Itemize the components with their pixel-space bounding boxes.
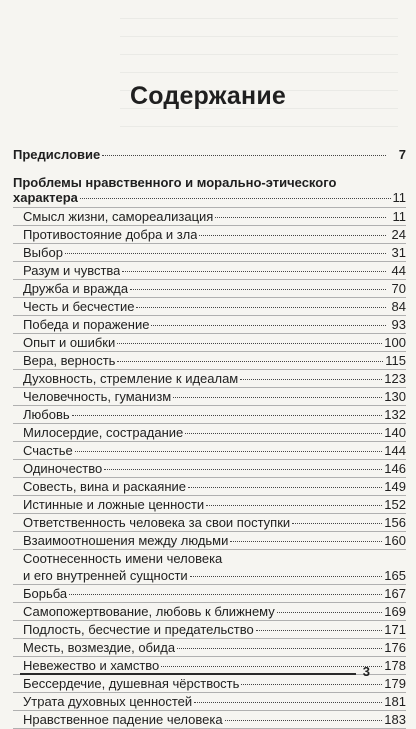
toc-leader-dots	[215, 216, 386, 218]
toc-entry-page: 156	[384, 515, 406, 530]
list-item	[13, 226, 406, 244]
toc-leader-dots	[122, 270, 386, 272]
section-title-line1: Проблемы нравственного и морально-этического	[13, 175, 337, 190]
toc-leader-dots	[161, 665, 382, 667]
toc-leader-dots	[117, 360, 383, 362]
toc-leader-dots	[65, 252, 386, 254]
section-page: 11	[392, 190, 406, 205]
toc-entry-label: Самопожертвование, любовь к ближнему	[23, 604, 275, 619]
toc-leader-dots	[136, 306, 386, 308]
toc-entry-page: 84	[391, 299, 406, 314]
toc-entry-label: Счастье	[23, 443, 73, 458]
list-item	[13, 352, 406, 370]
list-item	[13, 298, 406, 316]
list-item	[13, 244, 406, 262]
toc-entry-label: Противостояние добра и зла	[23, 227, 198, 242]
toc-entry-page: 149	[384, 479, 406, 494]
toc-leader-dots	[75, 450, 383, 452]
toc-leader-dots	[230, 540, 382, 542]
list-item	[13, 316, 406, 334]
toc-entry-page: 144	[384, 443, 406, 458]
toc-entry-label: Невежество и хамство	[23, 658, 160, 673]
toc-leader-dots	[80, 197, 391, 199]
list-item	[13, 460, 406, 478]
toc-entry-page: 132	[384, 407, 406, 422]
toc-entry-label: Честь и бесчестие	[23, 299, 135, 314]
toc-entry-label: Месть, возмездие, обида	[23, 640, 176, 655]
toc-entry-label: Вера, верность	[23, 353, 116, 368]
section-title-line2: характера	[13, 190, 78, 205]
toc-entry-label: Духовность, стремление к идеалам	[23, 371, 239, 386]
list-item	[13, 514, 406, 532]
page-title: Содержание	[129, 82, 287, 110]
toc-entry-page: 7	[398, 147, 406, 162]
toc-entry-label: Дружба и вражда	[23, 281, 129, 296]
list-item	[13, 550, 406, 585]
toc-entry-label: Взаимоотношения между людьми	[23, 533, 229, 548]
toc-entry-label: Победа и поражение	[23, 317, 150, 332]
list-item	[13, 621, 406, 639]
toc-entry-label: Подлость, бесчестие и предательство	[23, 622, 254, 637]
toc-entry-page: 167	[384, 586, 406, 601]
toc-entry-label: Ответственность человека за свои поступки	[23, 515, 291, 530]
toc-entry-page: 130	[384, 389, 406, 404]
toc-entry-preface	[13, 146, 406, 163]
toc-entry-label: Милосердие, сострадание	[23, 425, 184, 440]
list-item	[13, 406, 406, 424]
list-item	[13, 496, 406, 514]
toc-entry-page: 179	[384, 676, 406, 691]
toc-entry-page: 93	[391, 317, 406, 332]
toc-leader-dots	[256, 629, 383, 631]
toc-entry-page: 165	[384, 568, 406, 583]
toc-leader-dots	[292, 522, 382, 524]
list-item	[13, 334, 406, 352]
page-number: 3	[362, 664, 370, 679]
table-of-contents	[13, 146, 406, 729]
toc-entry-label: Разум и чувства	[23, 263, 121, 278]
toc-entry-label: Любовь	[23, 407, 70, 422]
toc-entry-page: 183	[384, 712, 406, 727]
list-item	[13, 478, 406, 496]
footer-rule	[20, 673, 356, 675]
toc-leader-dots	[188, 486, 382, 488]
toc-entry-page: 146	[384, 461, 406, 476]
toc-leader-dots	[177, 647, 382, 649]
list-item	[13, 532, 406, 550]
toc-entry-label: Опыт и ошибки	[23, 335, 116, 350]
show-through-text	[120, 10, 398, 130]
list-item	[13, 370, 406, 388]
toc-leader-dots	[72, 414, 383, 416]
toc-entry-page: 44	[391, 263, 406, 278]
toc-entry-page: 178	[384, 658, 406, 673]
toc-leader-dots	[173, 396, 382, 398]
toc-entry-page: 31	[391, 245, 406, 260]
toc-entry-page: 140	[384, 425, 406, 440]
toc-entry-label-line2: и его внутренней сущности	[23, 568, 188, 583]
toc-entry-page: 160	[384, 533, 406, 548]
toc-entry-label: Бессердечие, душевная чёрствость	[23, 676, 240, 691]
toc-entry-label: Смысл жизни, самореализация	[23, 209, 214, 224]
toc-leader-dots	[104, 468, 382, 470]
toc-section-heading	[13, 175, 406, 205]
toc-entry-label: Истинные и ложные ценности	[23, 497, 205, 512]
toc-leader-dots	[190, 575, 383, 577]
toc-leader-dots	[117, 342, 382, 344]
toc-list	[13, 207, 406, 729]
section-title-line2-row	[13, 190, 406, 205]
toc-entry-label: Утрата духовных ценностей	[23, 694, 193, 709]
list-item	[13, 585, 406, 603]
toc-entry-page: 169	[384, 604, 406, 619]
toc-entry-page: 11	[392, 209, 406, 224]
toc-entry-label: Нравственное падение человека	[23, 712, 223, 727]
toc-entry-page: 181	[384, 694, 406, 709]
list-item	[13, 603, 406, 621]
toc-entry-page: 70	[391, 281, 406, 296]
toc-leader-dots	[199, 234, 386, 236]
toc-leader-dots	[69, 593, 382, 595]
list-item	[13, 388, 406, 406]
toc-entry-page: 171	[384, 622, 406, 637]
list-item	[13, 693, 406, 711]
toc-entry-page: 123	[384, 371, 406, 386]
list-item	[13, 424, 406, 442]
toc-entry-label: Предисловие	[13, 147, 101, 162]
toc-entry-page: 176	[384, 640, 406, 655]
list-item	[13, 711, 406, 729]
toc-leader-dots	[194, 701, 382, 703]
toc-entry-label: Совесть, вина и раскаяние	[23, 479, 186, 494]
toc-entry-page: 24	[391, 227, 406, 242]
list-item	[13, 675, 406, 693]
toc-entry-label: Борьба	[23, 586, 68, 601]
toc-entry-label-line1: Соотнесенность имени человека	[23, 551, 223, 566]
toc-entry-page: 100	[384, 335, 406, 350]
toc-leader-dots	[130, 288, 386, 290]
list-item	[13, 280, 406, 298]
toc-leader-dots	[102, 154, 386, 156]
list-item	[13, 442, 406, 460]
toc-leader-dots	[277, 611, 383, 613]
list-item	[13, 639, 406, 657]
toc-entry-label: Выбор	[23, 245, 63, 260]
toc-leader-dots	[151, 324, 386, 326]
toc-leader-dots	[241, 683, 382, 685]
toc-entry-page: 152	[384, 497, 406, 512]
toc-entry-label: Человечность, гуманизм	[23, 389, 172, 404]
list-item	[13, 208, 406, 226]
toc-leader-dots	[206, 504, 382, 506]
toc-leader-dots	[225, 719, 383, 721]
toc-entry-second-line	[23, 567, 406, 584]
list-item	[13, 262, 406, 280]
toc-leader-dots	[185, 432, 382, 434]
toc-entry-page: 115	[385, 353, 406, 368]
toc-leader-dots	[240, 378, 382, 380]
toc-entry-label: Одиночество	[23, 461, 103, 476]
